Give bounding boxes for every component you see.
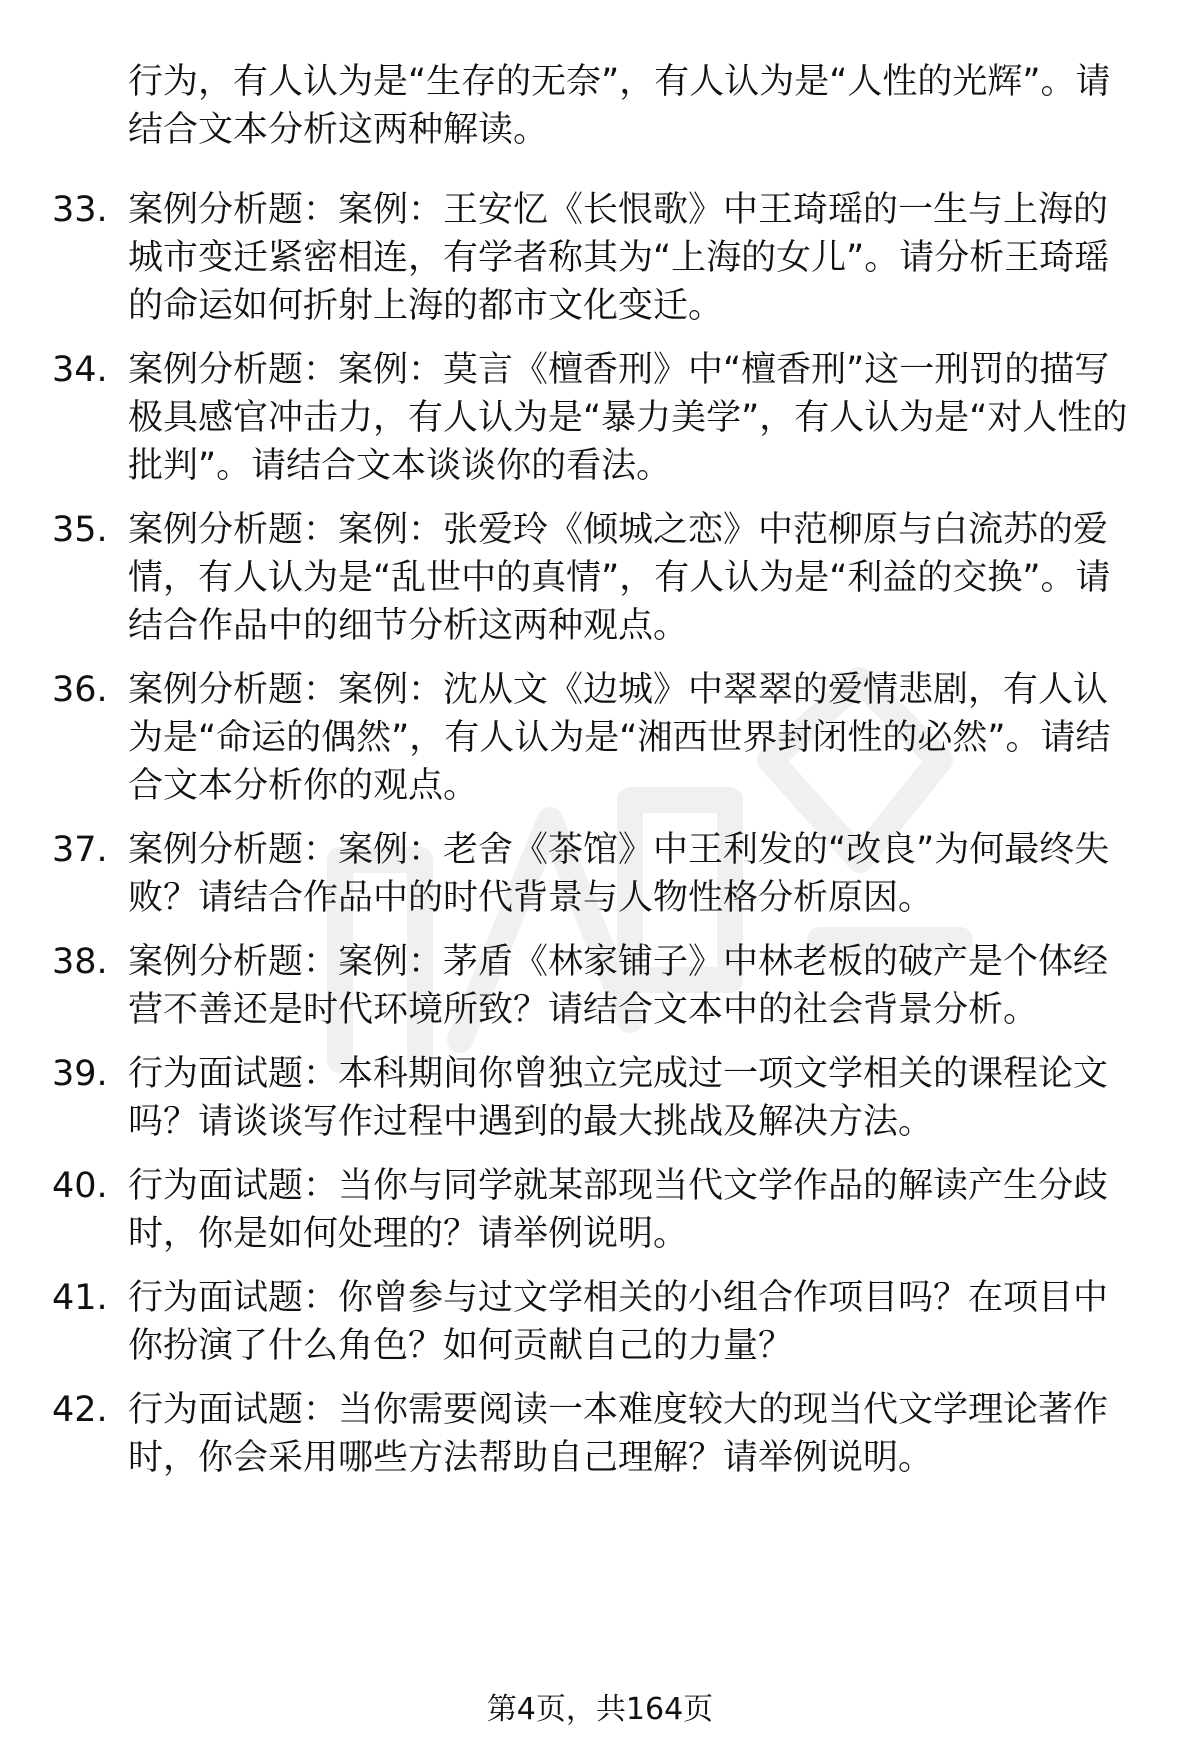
question-text: 行为面试题：你曾参与过文学相关的小组合作项目吗？在项目中你扮演了什么角色？如何贡献自己的力量？ — [128, 1278, 1109, 1366]
question-number: 41. — [52, 1278, 108, 1318]
continued-question-text: 行为，有人认为是“生存的无奈”，有人认为是“人性的光辉”。请结合文本分析这两种解读。 — [128, 62, 1111, 150]
question-text: 案例分析题：案例：王安忆《长恨歌》中王琦瑶的一生与上海的城市变迁紧密相连，有学者称其为“上海的女儿”。请分析王琦瑶的命运如何折射上海的都市文化变迁。 — [128, 190, 1110, 326]
question-number: 37. — [52, 830, 108, 870]
question-number: 36. — [52, 670, 108, 710]
question-text: 行为面试题：当你与同学就某部现当代文学作品的解读产生分歧时，你是如何处理的？请举例说明。 — [128, 1166, 1109, 1254]
question-text: 案例分析题：案例：茅盾《林家铺子》中林老板的破产是个体经营不善还是时代环境所致？请结合文本中的社会背景分析。 — [128, 942, 1109, 1030]
question-number: 34. — [52, 350, 108, 390]
question-number: 33. — [52, 190, 108, 230]
page-number-footer: 第4页，共164页 — [486, 1692, 714, 1727]
question-number: 42. — [52, 1390, 108, 1430]
question-text: 案例分析题：案例：莫言《檀香刑》中“檀香刑”这一刑罚的描写极具感官冲击力，有人认为是“暴力美学”，有人认为是“对人性的批判”。请结合文本谈谈你的看法。 — [128, 350, 1128, 486]
question-number: 35. — [52, 510, 108, 550]
question-number: 39. — [52, 1054, 108, 1094]
question-text: 案例分析题：案例：老舍《茶馆》中王利发的“改良”为何最终失败？请结合作品中的时代背景与人物性格分析原因。 — [128, 830, 1110, 918]
question-text: 案例分析题：案例：张爱玲《倾城之恋》中范柳原与白流苏的爱情，有人认为是“乱世中的真情”，有人认为是“利益的交换”。请结合作品中的细节分析这两种观点。 — [128, 510, 1111, 646]
question-text: 行为面试题：当你需要阅读一本难度较大的现当代文学理论著作时，你会采用哪些方法帮助自己理解？请举例说明。 — [128, 1390, 1109, 1478]
question-text: 案例分析题：案例：沈从文《边城》中翠翠的爱情悲剧，有人认为是“命运的偶然”，有人认为是“湘西世界封闭性的必然”。请结合文本分析你的观点。 — [128, 670, 1111, 806]
question-number: 40. — [52, 1166, 108, 1206]
question-number: 38. — [52, 942, 108, 982]
question-text: 行为面试题：本科期间你曾独立完成过一项文学相关的课程论文吗？请谈谈写作过程中遇到的最大挑战及解决方法。 — [128, 1054, 1109, 1142]
